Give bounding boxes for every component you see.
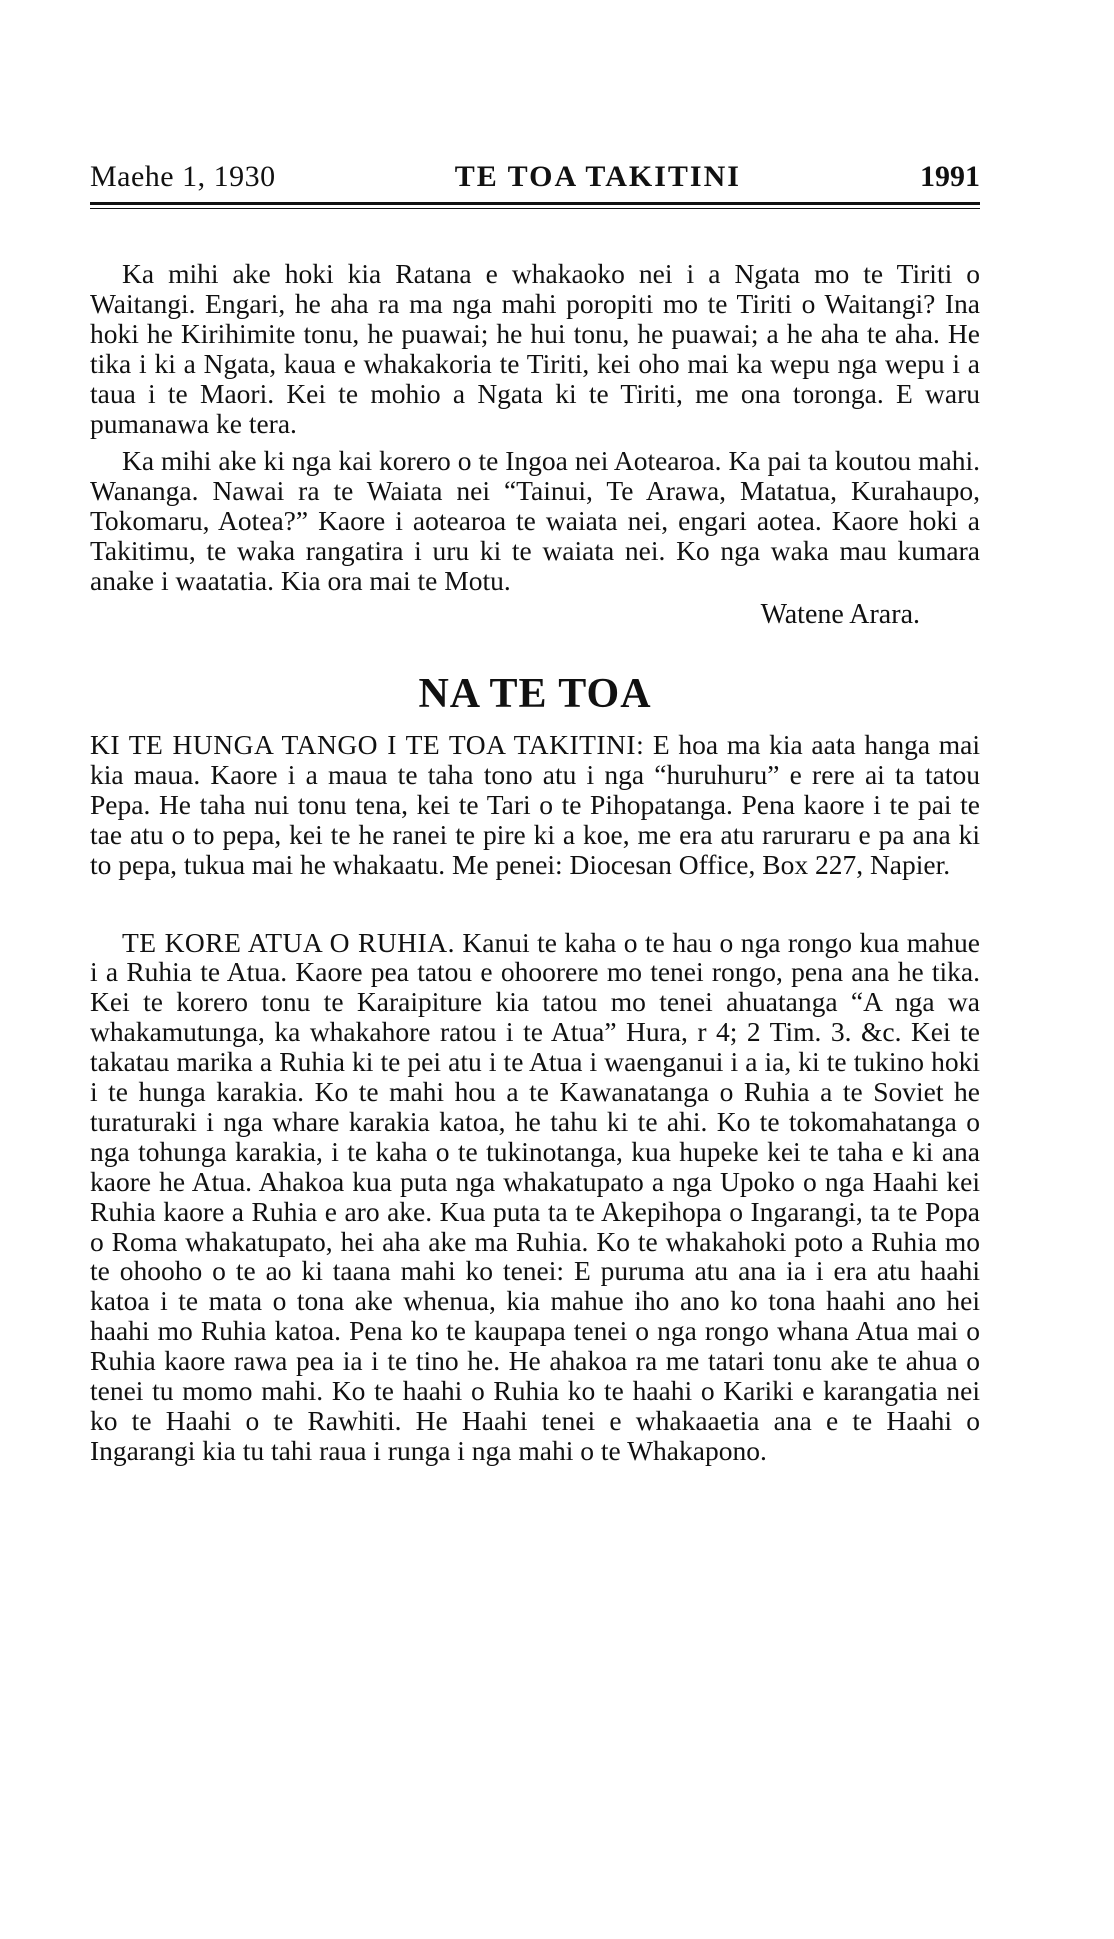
running-header <box>90 160 980 194</box>
newspaper-page <box>90 160 980 1466</box>
letter-paragraph-1: Ka mihi ake hoki kia Ratana e whakaoko nei i a Ngata mo te Tiriti o Waitangi. Engari, he aha ra ma nga mahi poropiti mo te Tiriti o Waitangi? Ina hoki he Kirihimite tonu, he puawai; he hui tonu, he puawai; a he aha te aha. He tika i ki a Ngata, kaua e whakakoria te Tiriti, kei oho mai ka wepu nga wepu i a taua i te Maori. Kei te mohio a Ngata ki te Tiriti, me ona toronga. E waru pumanawa ke tera. <box>90 258 980 439</box>
header-rule-thick <box>90 202 980 205</box>
letter-signature: Watene Arara. <box>760 598 920 630</box>
header-rule-thin <box>90 208 980 209</box>
notice-lead: KI TE HUNGA TANGO I TE TOA TAKITINI: <box>90 728 645 760</box>
notice-paragraph <box>90 730 980 880</box>
letter-paragraph-2: Ka mihi ake ki nga kai korero o te Ingoa nei Aotearoa. Ka pai ta koutou mahi. Wananga. Nawai ra te Waiata nei “Tainui, Te Arawa, Matatua, Kurahaupo, Tokomaru, Aotea?” Kaore i aotearoa te waiata nei, engari aotea. Kaore hoki a Takitimu, te waka rangatira i uru ki te waiata nei. Ko nga waka mau kumara anake i waatatia. Kia ora mai te Motu. <box>90 445 980 597</box>
article-lead: TE KORE ATUA O RUHIA. <box>122 926 455 958</box>
article-paragraph <box>90 928 980 1466</box>
section-heading: NA TE TOA <box>418 670 652 717</box>
issue-date: Maehe 1, 1930 <box>90 160 276 193</box>
page-number: 1991 <box>919 160 980 193</box>
masthead-title: TE TOA TAKITINI <box>454 160 741 193</box>
notice-body: E hoa ma kia aata hanga mai kia maua. Kaore i a maua te taha tono atu i nga “huruhuru” e rere ai ta tatou Pepa. He taha nui tonu tena, kei te Tari o te Pihopatanga. Pena kaore i te pai te tae atu o to pepa, kei te he ranei te pire ki a koe, me era atu raruraru e pa ana ki to pepa, tukua mai he whakaatu. Me penei: Diocesan Office, Box 227, Napier. <box>90 728 980 880</box>
article-body: Kanui te kaha o te hau o nga rongo kua mahue i a Ruhia te Atua. Kaore pea tatou e ohoorere mo tenei rongo, pena ana he tika. Kei te korero tonu te Karaipiture kia tatou mo tenei ahuatanga “A nga wa whakamutunga, ka whakahore ratou i te Atua” Hura, r 4; 2 Tim. 3. &c. Kei te takatau marika a Ruhia ki te pei atu i te Atua i waenganui i a ia, ki te tukino hoki i te hunga karakia. Ko te mahi hou a te Kawanatanga o Ruhia a te Soviet he turaturaki i nga whare karakia katoa, he tahu ki te ahi. Ko te tokomahatanga o nga tohunga karakia, i te kaha o te tukinotanga, kua hupeke kei te taha e ki ana kaore he Atua. Ahakoa kua puta nga whakatupato a nga Upoko o nga Haahi kei Ruhia kaore a Ruhia e aro ake. Kua puta ta te Akepihopa o Ingarangi, ta te Popa o Roma whakatupato, hei aha ake ma Ruhia. Ko te whakahoki poto a Ruhia mo te ohooho o te ao ki taana mahi ko tenei: E puruma atu ana ia i era atu haahi katoa i te mata o tona ake whenua, kia mahue iho ano ko tona haahi ano hei haahi mo Ruhia katoa. Pena ko te kaupapa tenei o nga rongo whana Atua mai o Ruhia kaore rawa pea ia i te tino he. He ahakoa ra me tatari tonu ake te ahua o tenei tu momo mahi. Ko te haahi o Ruhia ko te haahi o Kariki e karangatia nei ko te Haahi o te Rawhiti. He Haahi tenei e whakaaetia ana e te Haahi o Ingarangi kia tu tahi raua i runga i nga mahi o te Whakapono. <box>90 926 980 1466</box>
